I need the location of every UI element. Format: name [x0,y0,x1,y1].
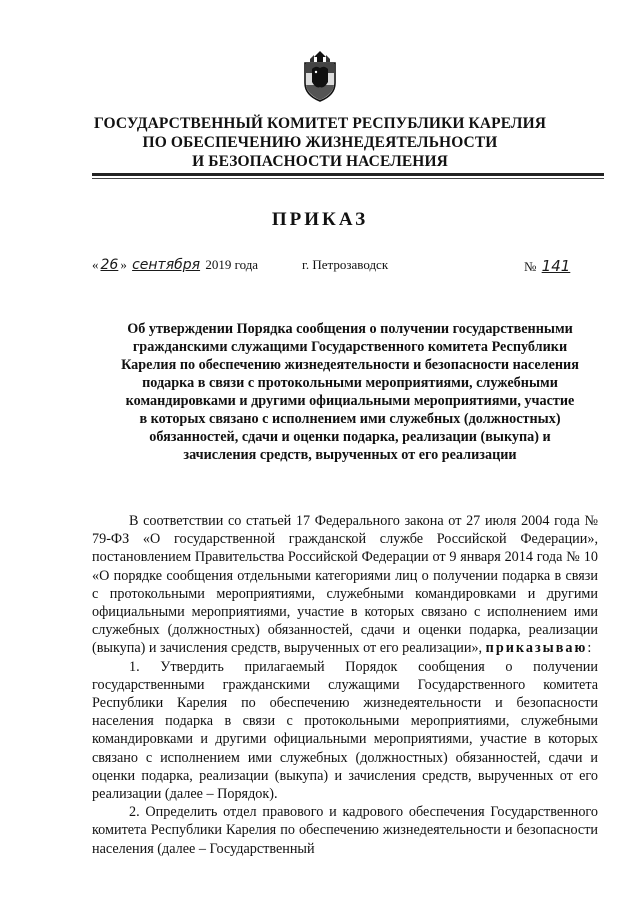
number-label: № [524,259,537,274]
date-day-handwritten: 26 [100,257,119,273]
date-open-quote: « [92,257,99,272]
org-line: ПО ОБЕСПЕЧЕНИЮ ЖИЗНЕДЕЯТЕЛЬНОСТИ [142,134,498,151]
date-month-handwritten: сентября [132,257,201,273]
subject-line: в которых связано с исполнением ими служебных (должностных) [139,411,561,427]
subject-line: Карелия по обеспечению жизнедеятельности и безопасности населения [121,357,579,373]
document-body [92,512,598,858]
org-line: И БЕЗОПАСНОСТИ НАСЕЛЕНИЯ [192,153,448,170]
subject-line: Об утверждении Порядка сообщения о получении государственными [127,321,573,337]
document-subject [100,320,600,464]
document-city: г. Петрозаводск [302,257,389,272]
subject-line: гражданскими служащими Государственного комитета Республики [132,339,568,355]
organization-name [60,114,580,171]
document-number [524,257,582,275]
body-paragraph-item-2: 2. Определить отдел правового и кадрового обеспечения Государственного комитета Республики Карелия по обеспечению жизнедеятельности и безопасности населения (далее – Государственный [92,804,598,857]
preamble-text: В соответствии со статьей 17 Федерального закона от 27 июля 2004 года № 79-ФЗ «О государственной гражданской службе Российской Федерации», постановлением Правительства Российской Федерации от 9 января 2014 года № 10 «О порядке сообщения отдельными категориями лиц о получении подарка в связи с протокольными мероприятиями, служебными командировками и другими официальными мероприятиями, участие в которых связано с исполнением ими служебных (должностных) обязанностей, сдачи и оценки подарка, реализации (выкупа) и зачисления средств, вырученных от его реализации», [92,513,598,657]
date-close-quote: » [120,257,127,272]
subject-line: обязанностей, сдачи и оценки подарка, реализации (выкупа) и [149,429,551,445]
header-divider-thin [92,178,604,179]
number-value-handwritten: 141 [541,257,571,275]
subject-line: командировками и другими официальными мероприятиями, участие [125,393,575,409]
org-line: ГОСУДАРСТВЕННЫЙ КОМИТЕТ РЕСПУБЛИКИ КАРЕЛИЯ [93,115,547,132]
preamble-end: : [587,640,592,657]
document-type-title: ПРИКАЗ [271,209,369,230]
date-year: 2019 года [205,257,259,272]
order-word: приказываю [485,640,588,657]
body-paragraph-item-1: 1. Утвердить прилагаемый Порядок сообщения о получении государственными гражданскими служащими Государственного комитета Республики Карелия по обеспечению жизнедеятельности и безопасности населения подарка в связи с протокольными мероприятиями, служебными командировками и другими официальными мероприятиями, участие в которых связано с исполнением ими служебных (должностных) обязанностей, сдачи и оценки подарка, реализации (выкупа) и зачисления средств, вырученных от его реализации (далее – Порядок). [92,658,598,803]
document-date [92,257,258,273]
subject-line: подарка в связи с протокольными мероприятиями, служебными [142,375,558,391]
karelia-coat-of-arms-icon [299,49,341,103]
body-paragraph-preamble [92,512,598,658]
header-divider-thick [92,173,604,176]
subject-line: зачисления средств, вырученных от его реализации [183,447,517,463]
